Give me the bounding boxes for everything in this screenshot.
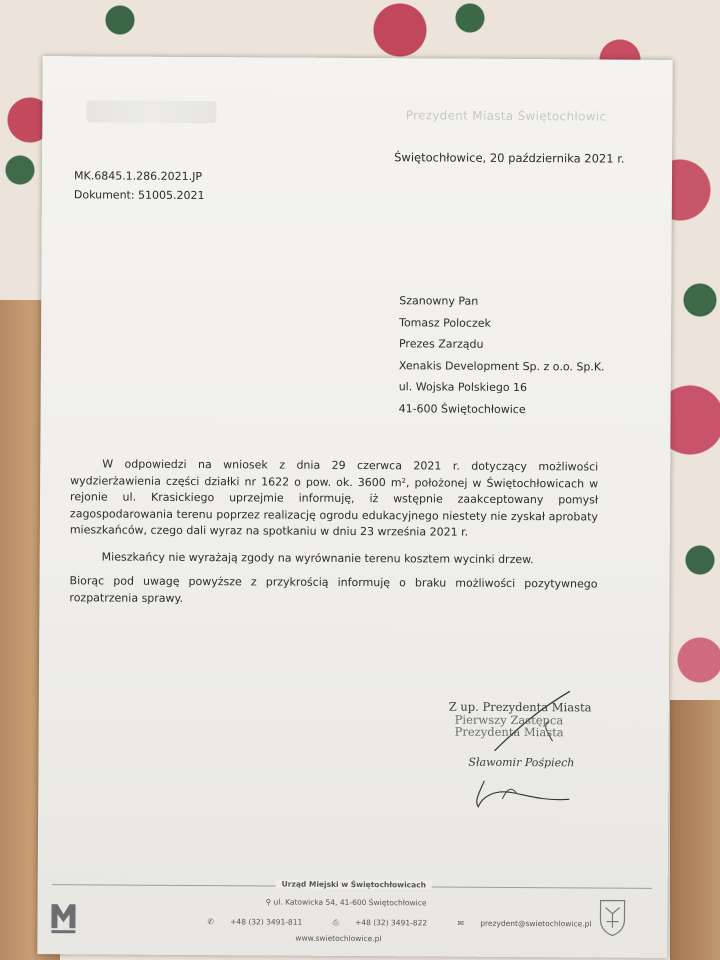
footer-contacts: [207, 917, 619, 930]
reference-block: [74, 166, 205, 205]
footer-fax: [333, 918, 442, 928]
footer-fax-text: +48 (32) 3491-822: [355, 918, 428, 928]
signature-line-1: Z up. Prezydenta Miasta: [448, 699, 592, 715]
footer-phone-text: +48 (32) 3491-811: [230, 917, 303, 927]
letter-body: [69, 456, 598, 609]
footer-address-text: ul. Katowicka 54, 41-600 Świętochłowice: [273, 897, 427, 908]
recipient-name: Tomasz Poloczek: [399, 315, 491, 330]
footer-website: www.swietochlowice.pl: [295, 933, 382, 944]
reference-number: MK.6845.1.286.2021.JP: [73, 169, 203, 184]
body-paragraph-1: W odpowiedzi na wniosek z dnia 29 czerwca 2021 r. dotyczący możliwości wydzierżawienia części działki nr 1622 o pow. ok. 3600 m², położonej w Świętochłowicach w rejonie ul. Krasickiego uprzejmie informuję, iż wstępnie zaakceptowany pomysł zagospodarowania terenu poprzez realizację ogrodu edukacyjnego niestety nie zyskał aprobaty mieszkańców, czego dali wyraz na spotkaniu w dniu 23 września 2021 r.: [69, 457, 599, 539]
faint-letterhead-logo: [86, 100, 216, 123]
fax-icon: ⎙: [332, 917, 339, 927]
document-number: Dokument: 51005.2021: [73, 188, 205, 203]
footer-office-name: Urząd Miejski w Świętochłowicach: [276, 880, 432, 890]
recipient-company: Xenakis Development Sp. z o.o. Sp.K.: [398, 358, 605, 374]
signature-line-2: Pierwszy Zastępca: [454, 712, 564, 727]
email-icon: ✉: [457, 918, 464, 928]
footer-phone: [207, 917, 316, 927]
recipient-city: 41-600 Świętochłowice: [398, 401, 526, 416]
footer-email-text: prezydent@swietochlowice.pl: [480, 918, 592, 929]
city-logo-icon: [49, 898, 77, 934]
coat-of-arms-icon: [597, 897, 627, 937]
letter-footer: [37, 878, 667, 958]
location-pin-icon: ⚲: [265, 897, 272, 907]
place-and-date: Świętochłowice, 20 października 2021 r.: [394, 150, 625, 166]
signatory-name: Sławomir Pośpiech: [468, 755, 575, 769]
recipient-salutation: Szanowny Pan: [399, 294, 479, 308]
recipient-position: Prezes Zarządu: [398, 337, 484, 351]
phone-icon: ✆: [207, 917, 214, 927]
recipient-address: [399, 290, 605, 420]
signature-line-3: Prezydenta Miasta: [454, 724, 564, 740]
recipient-street: ul. Wojska Polskiego 16: [398, 380, 528, 395]
body-paragraph-3: Biorąc pod uwagę powyższe z przykrością informuję o braku możliwości pozytywnego rozpatrzenia sprawy.: [69, 574, 598, 605]
wooden-table-edge-right: [670, 700, 720, 960]
signature-block: [448, 701, 591, 770]
footer-email: [458, 919, 606, 929]
letterhead-header-right: Prezydent Miasta Świętochłowic: [405, 108, 607, 124]
body-paragraph-2: Mieszkańcy nie wyrażają zgody na wyrównanie terenu kosztem wycinki drzew.: [101, 549, 534, 566]
footer-address: [266, 897, 427, 907]
letter-sheet: [37, 56, 672, 958]
